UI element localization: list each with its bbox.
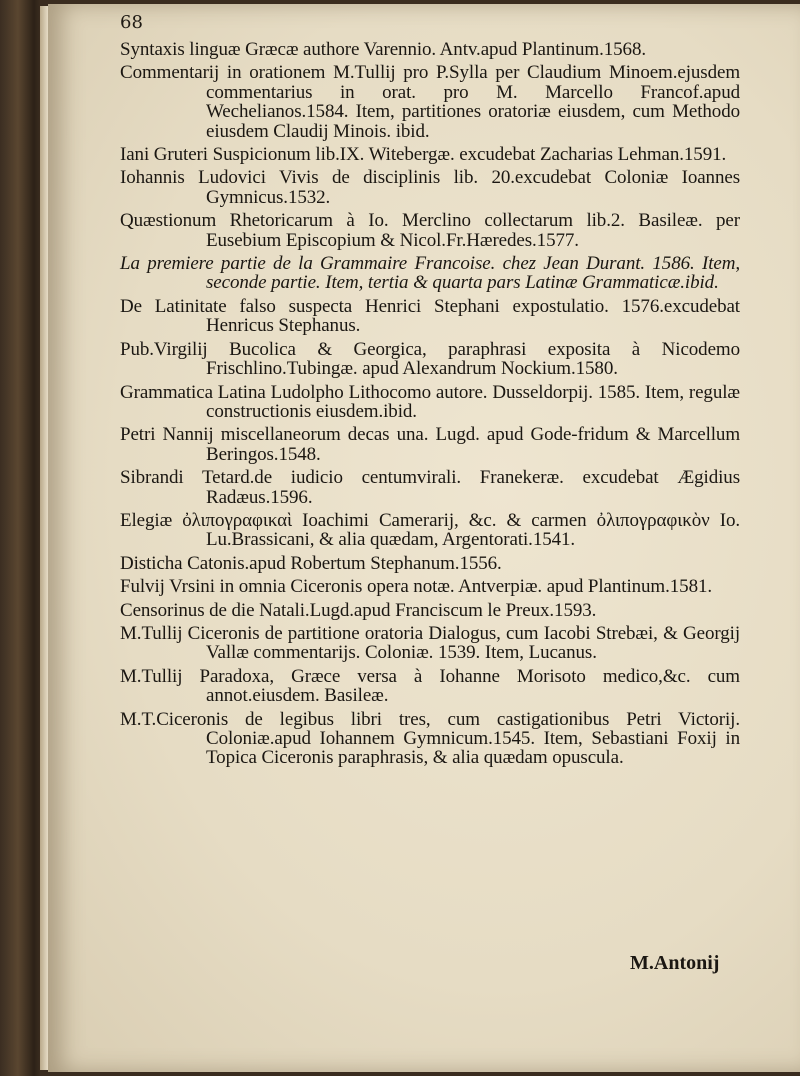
catalogue-entry: M.Tullij Ciceronis de partitione oratoria Dialogus, cum Iacobi Strebæi, & Georgij Vallæ commentarijs. Coloniæ. 1539. Item, Lucanus.: [120, 622, 740, 664]
catalogue-entry: De Latinitate falso suspecta Henrici Stephani expostulatio. 1576.excudebat Henricus Stephanus.: [120, 295, 740, 337]
catalogue-entry: Iohannis Ludovici Vivis de disciplinis lib. 20.excudebat Coloniæ Ioannes Gymnicus.1532.: [120, 167, 740, 208]
catchword: M.Antonij: [630, 952, 720, 974]
catalogue-entry: Commentarij in orationem M.Tullij pro P.Sylla per Claudium Minoem.ejusdem commentarius in orat. pro M. Marcello Francof.apud Wechelianos.1584. Item, partitiones oratoriæ eiusdem, cum Methodo eiusdem Claudij Minois. ibid.: [120, 62, 740, 142]
catalogue-entry: Disticha Catonis.apud Robertum Stephanum.1556.: [120, 552, 502, 574]
catalogue-entry: Iani Gruteri Suspicionum lib.IX. Witebergæ. excudebat Zacharias Lehman.1591.: [120, 144, 727, 166]
catalogue-entry: Pub.Virgilij Bucolica & Georgica, paraphrasi exposita à Nicodemo Frischlino.Tubingæ. apud Alexandrum Nockium.1580.: [120, 338, 740, 380]
catalogue-entry: Sibrandi Tetard.de iudicio centumvirali. Franekeræ. excudebat Ægidius Radæus.1596.: [120, 467, 740, 508]
catalogue-entry-french: La premiere partie de la Grammaire Francoise. chez Jean Durant. 1586. Item, seconde partie. Item, tertia & quarta pars Latinæ Grammaticæ.ibid.: [120, 253, 740, 294]
catalogue-entry: Elegiæ ὀλιπογραφικαὶ Ioachimi Camerarij, &c. & carmen ὀλιπογραφικὸν Io. Lu.Brassicani, & alia quædam, Argentorati.1541.: [120, 509, 740, 551]
page-gutter-edge: [40, 6, 48, 1070]
catalogue-entry: M.Tullij Paradoxa, Græce versa à Iohanne Morisoto medico,&c. cum annot.eiusdem. Basileæ.: [120, 665, 740, 707]
catalogue-text: [120, 40, 740, 772]
catalogue-entry: Grammatica Latina Ludolpho Lithocomo autore. Dusseldorpij. 1585. Item, regulæ constructionis eiusdem.ibid.: [120, 381, 740, 422]
catalogue-entry: Petri Nannij miscellaneorum decas una. Lugd. apud Gode-fridum & Marcellum Beringos.1548.: [120, 424, 740, 465]
catalogue-entry: Fulvij Vrsini in omnia Ciceronis opera notæ. Antverpiæ. apud Plantinum.1581.: [120, 576, 713, 598]
catalogue-entry: Quæstionum Rhetoricarum à Io. Merclino collectarum lib.2. Basileæ. per Eusebium Episcopium & Nicol.Fr.Hæredes.1577.: [120, 210, 740, 251]
catalogue-entry: Syntaxis linguæ Græcæ authore Varennio. Antv.apud Plantinum.1568.: [120, 39, 646, 60]
page-number: 68: [120, 12, 143, 33]
catalogue-entry: Censorinus de die Natali.Lugd.apud Franciscum le Preux.1593.: [120, 599, 597, 621]
catalogue-entry: M.T.Ciceronis de legibus libri tres, cum castigationibus Petri Victorij. Coloniæ.apud Iohannem Gymnicum.1545. Item, Sebastiani Foxij in Topica Ciceronis paraphrasis, & alia quædam opuscula.: [120, 708, 740, 769]
